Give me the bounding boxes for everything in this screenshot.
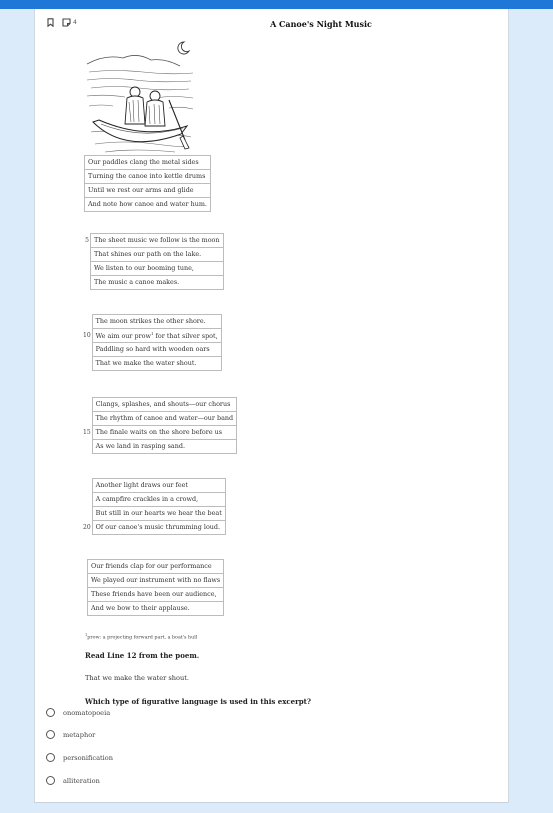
- question-excerpt: That we make the water shout.: [85, 674, 190, 682]
- radio-button[interactable]: [46, 730, 55, 739]
- canoe-illustration: [85, 36, 195, 156]
- radio-button[interactable]: [46, 753, 55, 762]
- poem-line: But still in our hearts we hear the beat: [83, 507, 225, 521]
- line-number: 5: [85, 236, 89, 244]
- question-panel: [34, 9, 509, 803]
- answer-choice-alliteration[interactable]: alliteration: [46, 776, 100, 785]
- radio-button[interactable]: [46, 776, 55, 785]
- stanza-4: [83, 397, 237, 454]
- poem-line: Clangs, splashes, and shouts—our chorus: [83, 398, 237, 412]
- note-icon: [62, 18, 71, 27]
- poem-line: And we bow to their applause.: [88, 602, 224, 616]
- line-number: 20: [83, 523, 91, 531]
- line-number: 15: [83, 428, 91, 436]
- poem-line: 15 The finale waits on the shore before us: [83, 426, 237, 440]
- answer-choice-personification[interactable]: personification: [46, 753, 113, 762]
- poem-line: 5 The sheet music we follow is the moon: [83, 234, 223, 248]
- answer-choice-onomatopoeia[interactable]: onomatopoeia: [46, 708, 110, 717]
- stanza-1: [84, 155, 211, 212]
- poem-line: Paddling so hard with wooden oars: [83, 343, 221, 357]
- poem-line: A campfire crackles in a crowd,: [83, 493, 225, 507]
- line-number: 10: [83, 331, 91, 339]
- bookmark-icon: [47, 18, 54, 27]
- poem-line: The moon strikes the other shore.: [83, 315, 221, 329]
- poem-line: Our friends clap for our performance: [88, 560, 224, 574]
- footnote-marker: 1: [150, 330, 154, 336]
- stanza-2: [83, 233, 224, 290]
- notes-count: 4: [73, 19, 77, 26]
- poem-line: That we make the water shout.: [83, 357, 221, 371]
- poem-line: Until we rest our arms and glide: [85, 184, 211, 198]
- bookmark-button[interactable]: [47, 18, 54, 27]
- stanza-3: [83, 314, 222, 371]
- toolbar: [47, 18, 77, 27]
- poem-line: The rhythm of canoe and water—our band: [83, 412, 237, 426]
- poem-line: And note how canoe and water hum.: [85, 198, 211, 212]
- notes-button[interactable]: [62, 18, 77, 27]
- poem-line: That shines our path on the lake.: [83, 248, 223, 262]
- poem-line: These friends have been our audience,: [88, 588, 224, 602]
- answer-choice-metaphor[interactable]: metaphor: [46, 730, 95, 739]
- poem-line: Turning the canoe into kettle drums: [85, 170, 211, 184]
- passage-title: A Canoe's Night Music: [270, 19, 372, 29]
- radio-button[interactable]: [46, 708, 55, 717]
- poem-line: 10 We aim our prow$^1$ for that silver spot,: [83, 329, 221, 343]
- question-instruction: Read Line 12 from the poem.: [85, 651, 200, 660]
- poem-line: Our paddles clang the metal sides: [85, 156, 211, 170]
- stanza-6: [87, 559, 224, 616]
- poem-line: We played our instrument with no flaws: [88, 574, 224, 588]
- poem-line: The music a canoe makes.: [83, 276, 223, 290]
- poem-line: Another light draws our feet: [83, 479, 225, 493]
- question-stem: Which type of figurative language is used in this excerpt?: [85, 697, 311, 706]
- footnote: $^1$prow: a projecting forward part, a boat's hull: [85, 633, 198, 641]
- top-bar: [0, 0, 553, 9]
- poem-line: As we land in rasping sand.: [83, 440, 237, 454]
- stanza-5: [83, 478, 226, 535]
- poem-line: 20 Of our canoe's music thrumming loud.: [83, 521, 225, 535]
- poem-line: We listen to our booming tune,: [83, 262, 223, 276]
